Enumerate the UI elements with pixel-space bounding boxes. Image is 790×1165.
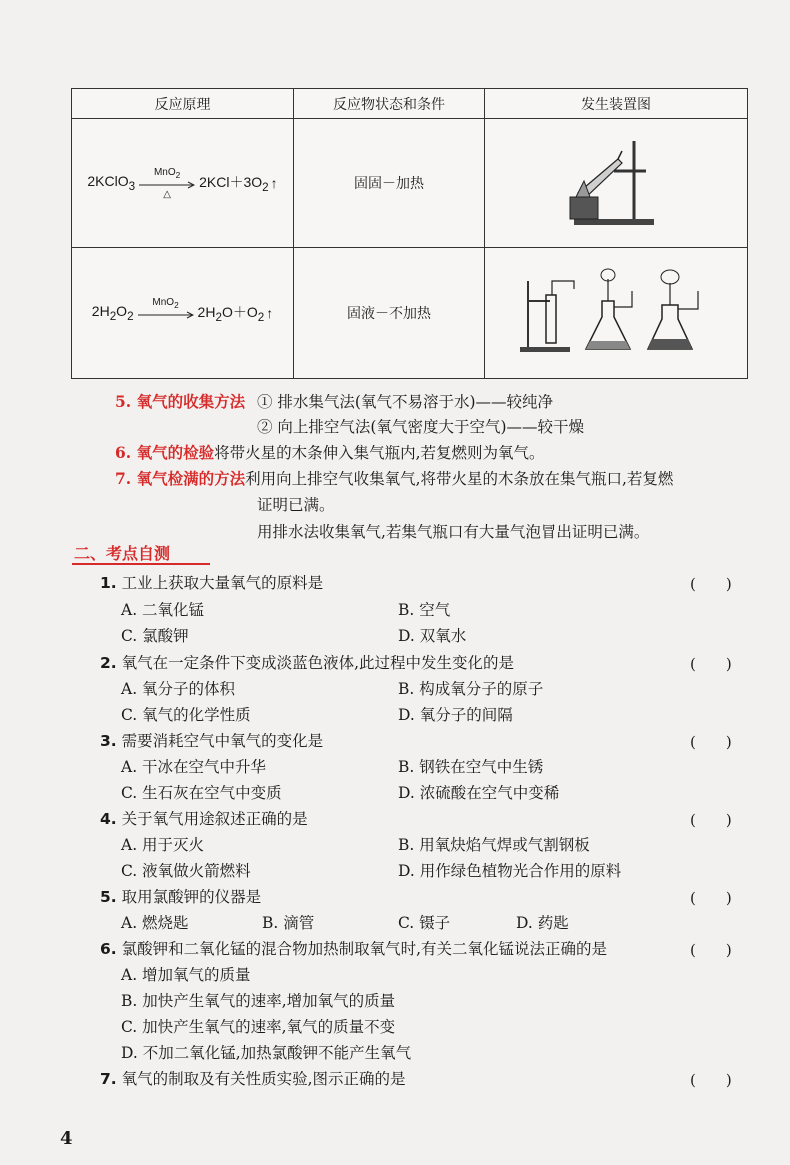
q6-text: 氯酸钾和二氧化锰的混合物加热制取氧气时,有关二氧化锰说法正确的是 [121, 940, 608, 958]
header-principle: 反应原理 [72, 89, 294, 119]
q4-option-b[interactable]: B. 用氧炔焰气焊或气割钢板 [398, 836, 590, 854]
q5-stem [100, 885, 261, 907]
reaction-table [71, 88, 748, 379]
q6-num: 6. [100, 940, 117, 958]
condition-solid-heat: 固固－加热 [294, 119, 485, 248]
q2-stem [100, 651, 514, 673]
q4-stem [100, 807, 308, 829]
q6-option-d[interactable]: D. 不加二氧化锰,加热氯酸钾不能产生氧气 [121, 1044, 412, 1062]
q5-text: 取用氯酸钾的仪器是 [121, 888, 262, 906]
item7 [115, 467, 673, 489]
q2-option-c[interactable]: C. 氧气的化学性质 [121, 706, 251, 724]
q4-text: 关于氧气用途叙述正确的是 [121, 810, 308, 828]
q4-num: 4. [100, 810, 117, 828]
q2-option-d[interactable]: D. 氧分子的间隔 [398, 706, 513, 724]
q1-num: 1. [100, 574, 117, 592]
eq1-arrow [139, 167, 195, 200]
q4-option-d[interactable]: D. 用作绿色植物光合作用的原料 [398, 862, 622, 880]
item7-label: 7. 氧气检满的方法 [115, 469, 246, 488]
q5-option-b[interactable]: B. 滴管 [262, 914, 315, 932]
item5 [115, 390, 245, 412]
q2-text: 氧气在一定条件下变成淡蓝色液体,此过程中发生变化的是 [121, 654, 515, 672]
q3-option-d[interactable]: D. 浓硫酸在空气中变稀 [398, 784, 560, 802]
q2-option-b[interactable]: B. 构成氧分子的原子 [398, 680, 544, 698]
apparatus-heating [485, 119, 748, 248]
q7-stem [100, 1067, 406, 1089]
q1-answer-blank[interactable]: ( ) [690, 575, 732, 593]
eq1-catalyst-sub: 2 [175, 169, 181, 180]
equation-h2o2 [72, 248, 294, 379]
eq2-reactant-sub: 2 [109, 309, 117, 323]
q1-option-a[interactable]: A. 二氧化锰 [121, 601, 205, 619]
item7-text1: 利用向上排空气收集氧气,将带火星的木条放在集气瓶口,若复燃 [245, 470, 674, 488]
q4-option-c[interactable]: C. 液氧做火箭燃料 [121, 862, 251, 880]
q2-option-a[interactable]: A. 氧分子的体积 [121, 680, 236, 698]
eq2-reactant: 2H [91, 303, 110, 320]
item6 [115, 441, 545, 463]
q6-option-b[interactable]: B. 加快产生氧气的速率,增加氧气的质量 [121, 992, 396, 1010]
item5-line1: ① 排水集气法(氧气不易溶于水)——较纯净 [257, 393, 554, 411]
q5-answer-blank[interactable]: ( ) [690, 889, 732, 907]
right-arrow-icon [138, 311, 194, 319]
q5-num: 5. [100, 888, 117, 906]
item7-text2: 证明已满。 [257, 496, 335, 514]
eq1-heat: △ [163, 188, 171, 200]
q1-option-d[interactable]: D. 双氧水 [398, 627, 467, 645]
q1-option-c[interactable]: C. 氯酸钾 [121, 627, 189, 645]
eq2-product: 2H [197, 304, 216, 321]
q6-option-c[interactable]: C. 加快产生氧气的速率,氧气的质量不变 [121, 1018, 396, 1036]
section-title: 二、考点自测 [74, 544, 171, 563]
eq2-catalyst-sub: 2 [174, 299, 179, 310]
heating-apparatus-icon [556, 131, 676, 231]
q1-option-b[interactable]: B. 空气 [398, 601, 451, 619]
q4-option-a[interactable]: A. 用于灭火 [121, 836, 205, 854]
q1-stem [100, 571, 323, 593]
item5-label: 5. 氧气的收集方法 [115, 392, 246, 411]
q7-text: 氧气的制取及有关性质实验,图示正确的是 [121, 1070, 406, 1088]
q3-option-c[interactable]: C. 生石灰在空气中变质 [121, 784, 282, 802]
right-arrow-icon [139, 181, 195, 189]
q2-num: 2. [100, 654, 117, 672]
header-condition: 反应物状态和条件 [294, 89, 485, 119]
item7-text3: 用排水法收集氧气,若集气瓶口有大量气泡冒出证明已满。 [257, 523, 650, 541]
condition-liquid-noheat: 固液－不加热 [294, 248, 485, 379]
q6-stem [100, 937, 607, 959]
q7-answer-blank[interactable]: ( ) [690, 1071, 732, 1089]
q3-num: 3. [100, 732, 117, 750]
item6-text: 将带火星的木条伸入集气瓶内,若复燃则为氧气。 [214, 444, 545, 462]
q5-option-c[interactable]: C. 镊子 [398, 914, 451, 932]
q5-option-a[interactable]: A. 燃烧匙 [121, 914, 189, 932]
eq2-product2-sub: 2 [257, 310, 265, 324]
q3-stem [100, 729, 323, 751]
eq1-product: 2KCl＋3O [199, 174, 263, 191]
q7-num: 7. [100, 1070, 117, 1088]
item6-label: 6. 氧气的检验 [115, 443, 215, 462]
eq1-product-sub: 2 [262, 180, 269, 194]
eq1-gas-arrow: ↑ [270, 175, 278, 191]
eq2-catalyst: MnO [152, 296, 175, 308]
q3-text: 需要消耗空气中氧气的变化是 [121, 732, 324, 750]
apparatus-noheat [485, 248, 748, 379]
q6-option-a[interactable]: A. 增加氧气的质量 [121, 966, 251, 984]
eq2-product2: O＋O [221, 304, 258, 321]
header-apparatus: 发生装置图 [485, 89, 748, 119]
flask-apparatus-icon [516, 261, 716, 361]
eq1-reactant-sub: 3 [128, 179, 136, 193]
equation-kclo3 [72, 119, 294, 248]
page-number: 4 [60, 1128, 73, 1149]
q3-answer-blank[interactable]: ( ) [690, 733, 732, 751]
q2-answer-blank[interactable]: ( ) [690, 655, 732, 673]
item5-line2: ② 向上排空气法(氧气密度大于空气)——较干燥 [257, 418, 585, 436]
eq2-product-sub: 2 [215, 310, 222, 324]
section-underline [72, 563, 210, 565]
q3-option-a[interactable]: A. 干冰在空气中升华 [121, 758, 267, 776]
q4-answer-blank[interactable]: ( ) [690, 811, 732, 829]
eq2-reactant2: O [116, 303, 128, 320]
q3-option-b[interactable]: B. 钢铁在空气中生锈 [398, 758, 544, 776]
eq2-gas-arrow: ↑ [266, 305, 274, 321]
q1-text: 工业上获取大量氧气的原料是 [121, 574, 324, 592]
q5-option-d[interactable]: D. 药匙 [516, 914, 569, 932]
q6-answer-blank[interactable]: ( ) [690, 941, 732, 959]
eq1-catalyst: MnO [153, 166, 176, 178]
eq1-reactant: 2KClO [87, 173, 129, 190]
eq2-arrow [138, 297, 194, 330]
eq2-reactant2-sub: 2 [127, 309, 134, 323]
